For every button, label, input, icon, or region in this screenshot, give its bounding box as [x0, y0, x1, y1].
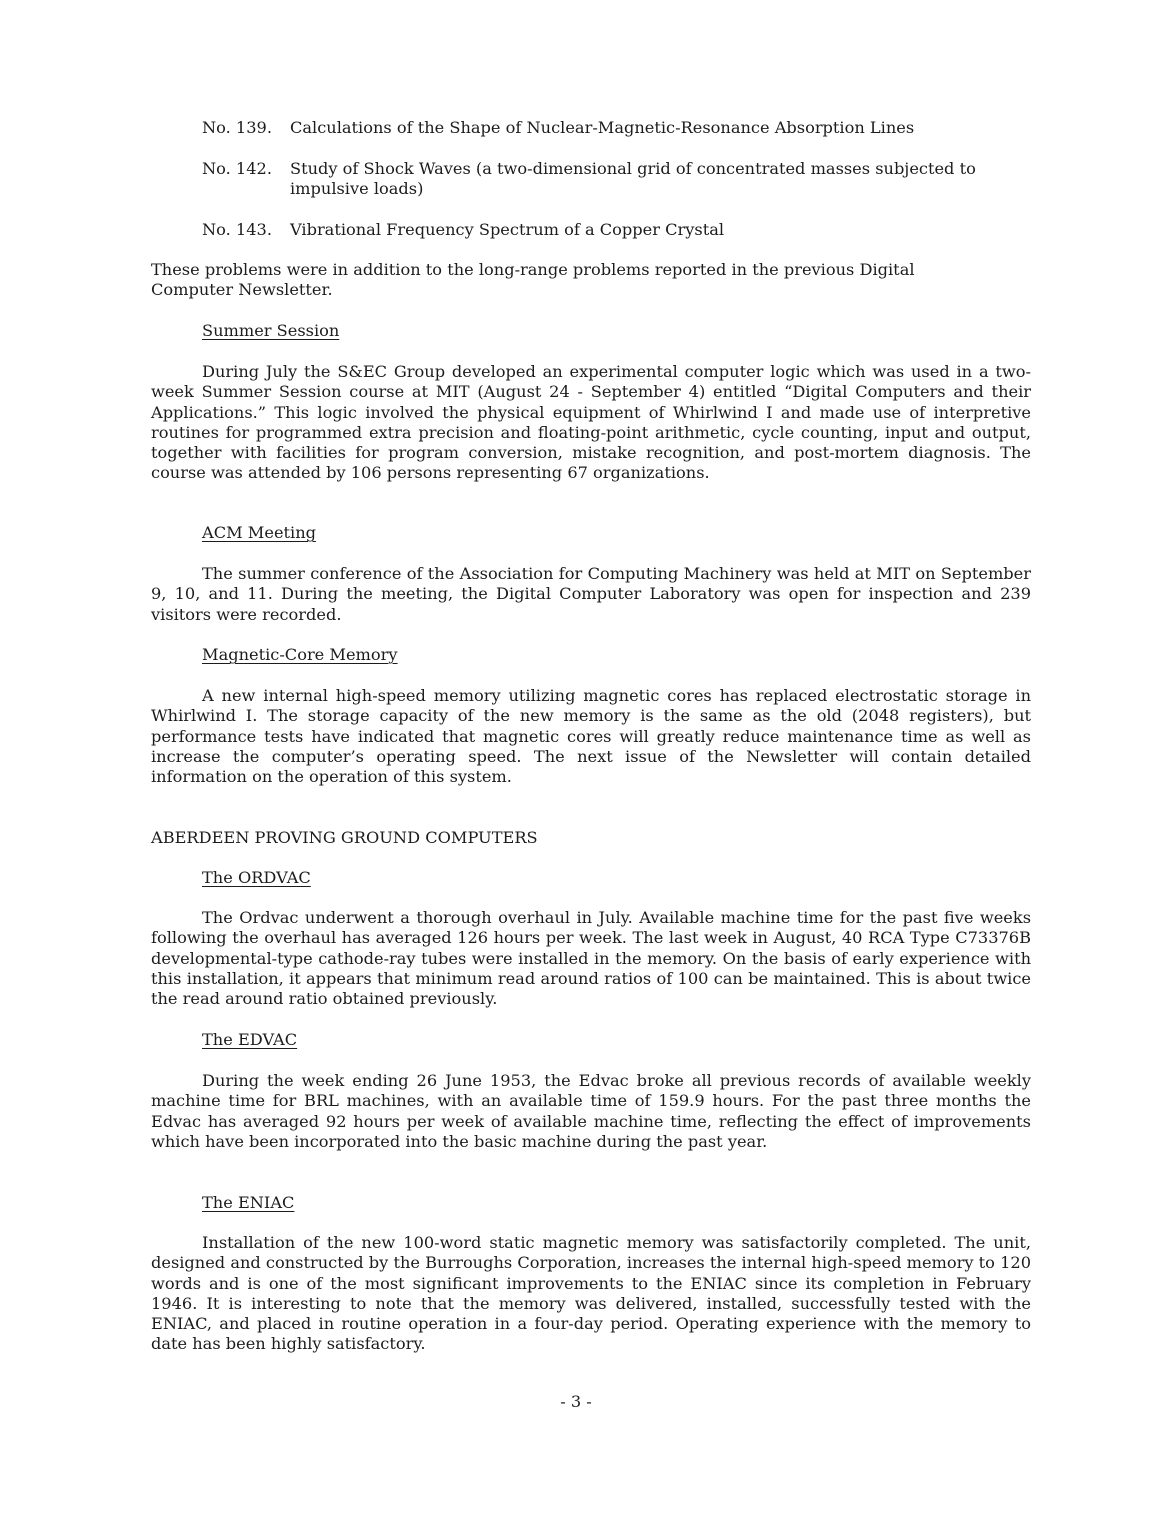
ordvac-heading: The ORDVAC [202, 868, 311, 887]
problems-note: These problems were in addition to the long-range problems reported in the previous Digital Computer Newsletter. [151, 260, 915, 300]
page-number: - 3 - [560, 1392, 592, 1411]
eniac-heading: The ENIAC [202, 1193, 295, 1212]
problem-number: No. 142. [202, 159, 272, 178]
magnetic-core-paragraph: A new internal high-speed memory utilizing magnetic cores has replaced electrostatic storage in Whirlwind I. The storage capacity of the new memory is the same as the old (2048 registers), but performance tests have indicated that magnetic cores will greatly reduce maintenance time as well as increase the computer’s operating speed. The next issue of the Newsletter will contain detailed information on the operation of this system. [151, 686, 1031, 787]
summer-session-paragraph: During July the S&EC Group developed an experimental computer logic which was used in a two-week Summer Session course at MIT (August 24 - September 4) entitled “Digital Computers and their Applications.” This logic involved the physical equipment of Whirlwind I and made use of interpretive routines for programmed extra precision and floating-point arithmetic, cycle counting, input and output, together with facilities for program conversion, mistake recognition, and post-mortem diagnosis. The course was attended by 106 persons representing 67 organizations. [151, 362, 1031, 483]
acm-meeting-paragraph: The summer conference of the Association for Computing Machinery was held at MIT on September 9, 10, and 11. During the meeting, the Digital Computer Laboratory was open for inspection and 239 visitors were recorded. [151, 564, 1031, 624]
acm-meeting-heading: ACM Meeting [202, 523, 317, 542]
problem-title: Calculations of the Shape of Nuclear-Magnetic-Resonance Absorption Lines [290, 118, 915, 137]
ordvac-paragraph: The Ordvac underwent a thorough overhaul in July. Available machine time for the past five weeks following the overhaul has averaged 126 hours per week. The last week in August, 40 RCA Type C73376B developmental-type cathode-ray tubes were installed in the memory. On the basis of early experience with this installation, it appears that minimum read around ratios of 100 can be maintained. This is about twice the read around ratio obtained previously. [151, 908, 1031, 1009]
problem-title: Study of Shock Waves (a two-dimensional grid of concentrated masses subjected to impulsive loads) [290, 159, 976, 199]
edvac-heading: The EDVAC [202, 1030, 298, 1049]
problem-item [202, 220, 992, 240]
problem-number: No. 143. [202, 220, 272, 239]
magnetic-core-heading: Magnetic-Core Memory [202, 645, 398, 664]
edvac-paragraph: During the week ending 26 June 1953, the Edvac broke all previous records of available weekly machine time for BRL machines, with an available time of 159.9 hours. For the past three months the Edvac has averaged 92 hours per week of available machine time, reflecting the effect of improvements which have been incorporated into the basic machine during the past year. [151, 1071, 1031, 1151]
problem-title: Vibrational Frequency Spectrum of a Copper Crystal [290, 220, 725, 239]
problem-item [202, 159, 992, 200]
aberdeen-section-title: ABERDEEN PROVING GROUND COMPUTERS [151, 828, 538, 847]
problem-item [202, 118, 992, 138]
summer-session-heading: Summer Session [202, 321, 340, 340]
problem-number: No. 139. [202, 118, 272, 137]
eniac-paragraph: Installation of the new 100-word static magnetic memory was satisfactorily completed. The unit, designed and constructed by the Burroughs Corporation, increases the internal high-speed memory to 120 words and is one of the most significant improvements to the ENIAC since its completion in February 1946. It is interesting to note that the memory was delivered, installed, successfully tested with the ENIAC, and placed in routine operation in a four-day period. Operating experience with the memory to date has been highly satisfactory. [151, 1233, 1031, 1354]
